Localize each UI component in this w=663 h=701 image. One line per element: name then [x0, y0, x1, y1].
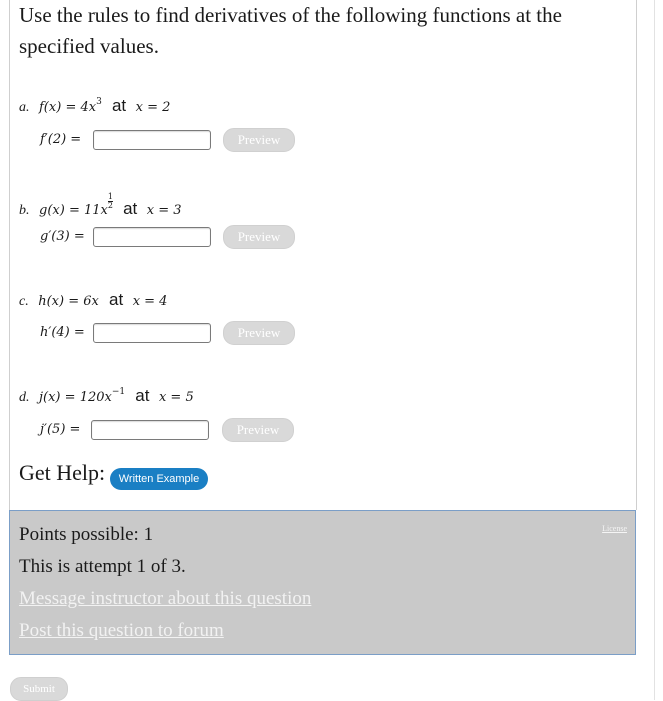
preview-button-a[interactable]: Preview: [223, 128, 295, 152]
at-word: at: [111, 96, 127, 115]
left-border: [9, 0, 10, 510]
at-value: x = 2: [135, 100, 171, 115]
function-expression: 6x: [83, 294, 99, 309]
at-value: x = 4: [132, 294, 168, 309]
question-instructions: Use the rules to find derivatives of the following functions at the specified values.: [19, 3, 562, 58]
points-possible: Points possible: 1: [19, 524, 154, 545]
part-letter: d.: [19, 390, 30, 405]
function-exponent-fraction: $\frac{1}{2}$: [107, 192, 113, 210]
right-border: [636, 0, 637, 510]
at-word: at: [109, 290, 124, 309]
question-info-panel: [9, 510, 636, 655]
at-value: x = 3: [146, 203, 182, 218]
answer-label: g′(3) =: [40, 229, 85, 244]
answer-label: j′(5) =: [40, 422, 81, 437]
at-word: at: [123, 199, 138, 218]
submit-button[interactable]: Submit: [10, 677, 68, 701]
get-help-label: Get Help:: [19, 460, 106, 485]
post-to-forum-link[interactable]: Post this question to forum: [19, 620, 224, 641]
function-exponent: 3: [96, 97, 102, 107]
part-a-prompt: a. $f(x) = 4x^3$ at x = 2: [19, 96, 171, 115]
answer-label: h′(4) =: [40, 325, 85, 340]
part-letter: b.: [19, 203, 30, 218]
attempt-count: This is attempt 1 of 3.: [19, 556, 186, 577]
part-letter: a.: [19, 100, 30, 115]
preview-button-b[interactable]: Preview: [223, 225, 295, 249]
function-expression: 11x: [83, 203, 108, 218]
function-expression: 4x: [80, 100, 97, 115]
answer-label: f′(2) =: [40, 132, 82, 147]
answer-input-a[interactable]: [93, 130, 211, 150]
part-b-prompt: b. g(x) = 11x $\frac{1}{2}$ at x = 3: [19, 192, 182, 218]
function-name: h(x): [38, 294, 65, 309]
function-name: g(x): [39, 203, 65, 218]
written-example-button[interactable]: Written Example: [110, 468, 208, 490]
part-d-prompt: d. $j(x) = 120x^{-1}$ at x = 5: [19, 386, 194, 405]
window-edge: [654, 0, 655, 700]
at-word: at: [135, 386, 150, 405]
preview-button-d[interactable]: Preview: [222, 418, 294, 442]
function-name: j(x): [39, 390, 61, 405]
preview-button-c[interactable]: Preview: [223, 321, 295, 345]
answer-input-d[interactable]: [91, 420, 209, 440]
part-letter: c.: [19, 294, 29, 309]
at-value: x = 5: [158, 390, 194, 405]
function-expression: 120x: [79, 390, 112, 405]
function-exponent: −1: [111, 387, 126, 397]
answer-input-c[interactable]: [93, 323, 211, 343]
part-c-prompt: c. h(x) = 6x at x = 4: [19, 290, 168, 309]
answer-input-b[interactable]: [93, 227, 211, 247]
message-instructor-link[interactable]: Message instructor about this question: [19, 588, 312, 609]
license-link[interactable]: License: [602, 524, 627, 533]
function-name: f(x): [39, 100, 62, 115]
